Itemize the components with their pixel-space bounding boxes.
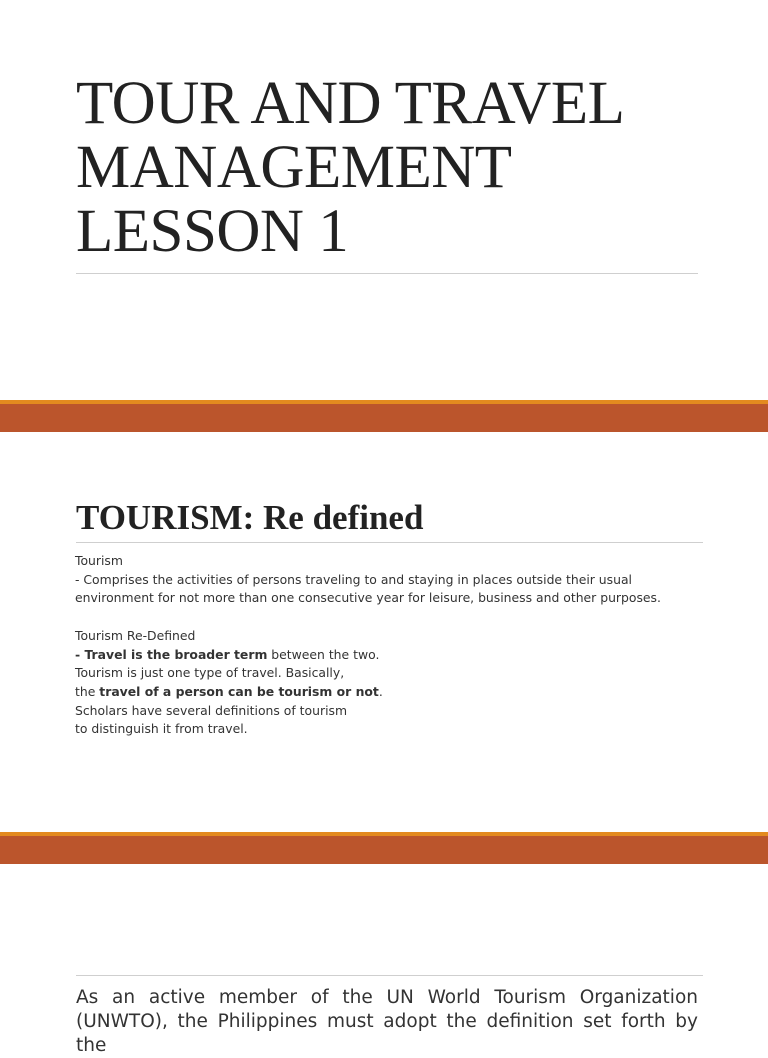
heading-underline	[76, 542, 703, 543]
definition-line-1: - Comprises the activities of persons traveling to and staying in places outside their usual	[75, 571, 633, 587]
between-text: between the two.	[267, 646, 380, 662]
travel-person-line	[75, 683, 715, 702]
slide-heading: TOURISM: Re defined	[76, 498, 424, 537]
paragraph-line-1: As an active member of the UN World Tourism Organization	[76, 987, 698, 1008]
slide-title	[76, 72, 624, 264]
definition-line-2: environment for not more than one consecutive year for leisure, business and other purposes.	[75, 590, 661, 606]
broader-term-line	[75, 646, 715, 665]
period-text: .	[378, 683, 383, 699]
slide-divider-2	[0, 832, 768, 864]
slide-divider-1	[0, 400, 768, 432]
paragraph-gap	[75, 608, 715, 627]
top-rule	[76, 975, 703, 976]
the-text: the	[75, 683, 100, 699]
distinguish-line: to distinguish it from travel.	[75, 721, 248, 737]
scholars-line: Scholars have several definitions of tourism	[75, 702, 348, 718]
title-line-3: LESSON 1	[76, 198, 349, 265]
title-underline	[76, 273, 698, 274]
title-line-2: MANAGEMENT	[76, 134, 512, 201]
tourism-redefined-slide	[0, 432, 768, 832]
bold-travel-person: travel of a person can be tourism or not	[99, 683, 379, 699]
unwto-slide	[0, 864, 768, 1056]
bold-broader-term: - Travel is the broader term	[75, 646, 268, 662]
one-type-line: Tourism is just one type of travel. Basically,	[75, 665, 345, 681]
title-line-1: TOUR AND TRAVEL	[76, 70, 625, 137]
label-tourism: Tourism	[75, 553, 123, 568]
paragraph-line-2: (UNWTO), the Philippines must adopt the definition set forth by the	[76, 1011, 698, 1056]
slide-body	[75, 552, 715, 739]
title-slide	[0, 0, 768, 400]
label-redefined: Tourism Re-Defined	[75, 627, 196, 643]
unwto-paragraph	[76, 986, 698, 1058]
